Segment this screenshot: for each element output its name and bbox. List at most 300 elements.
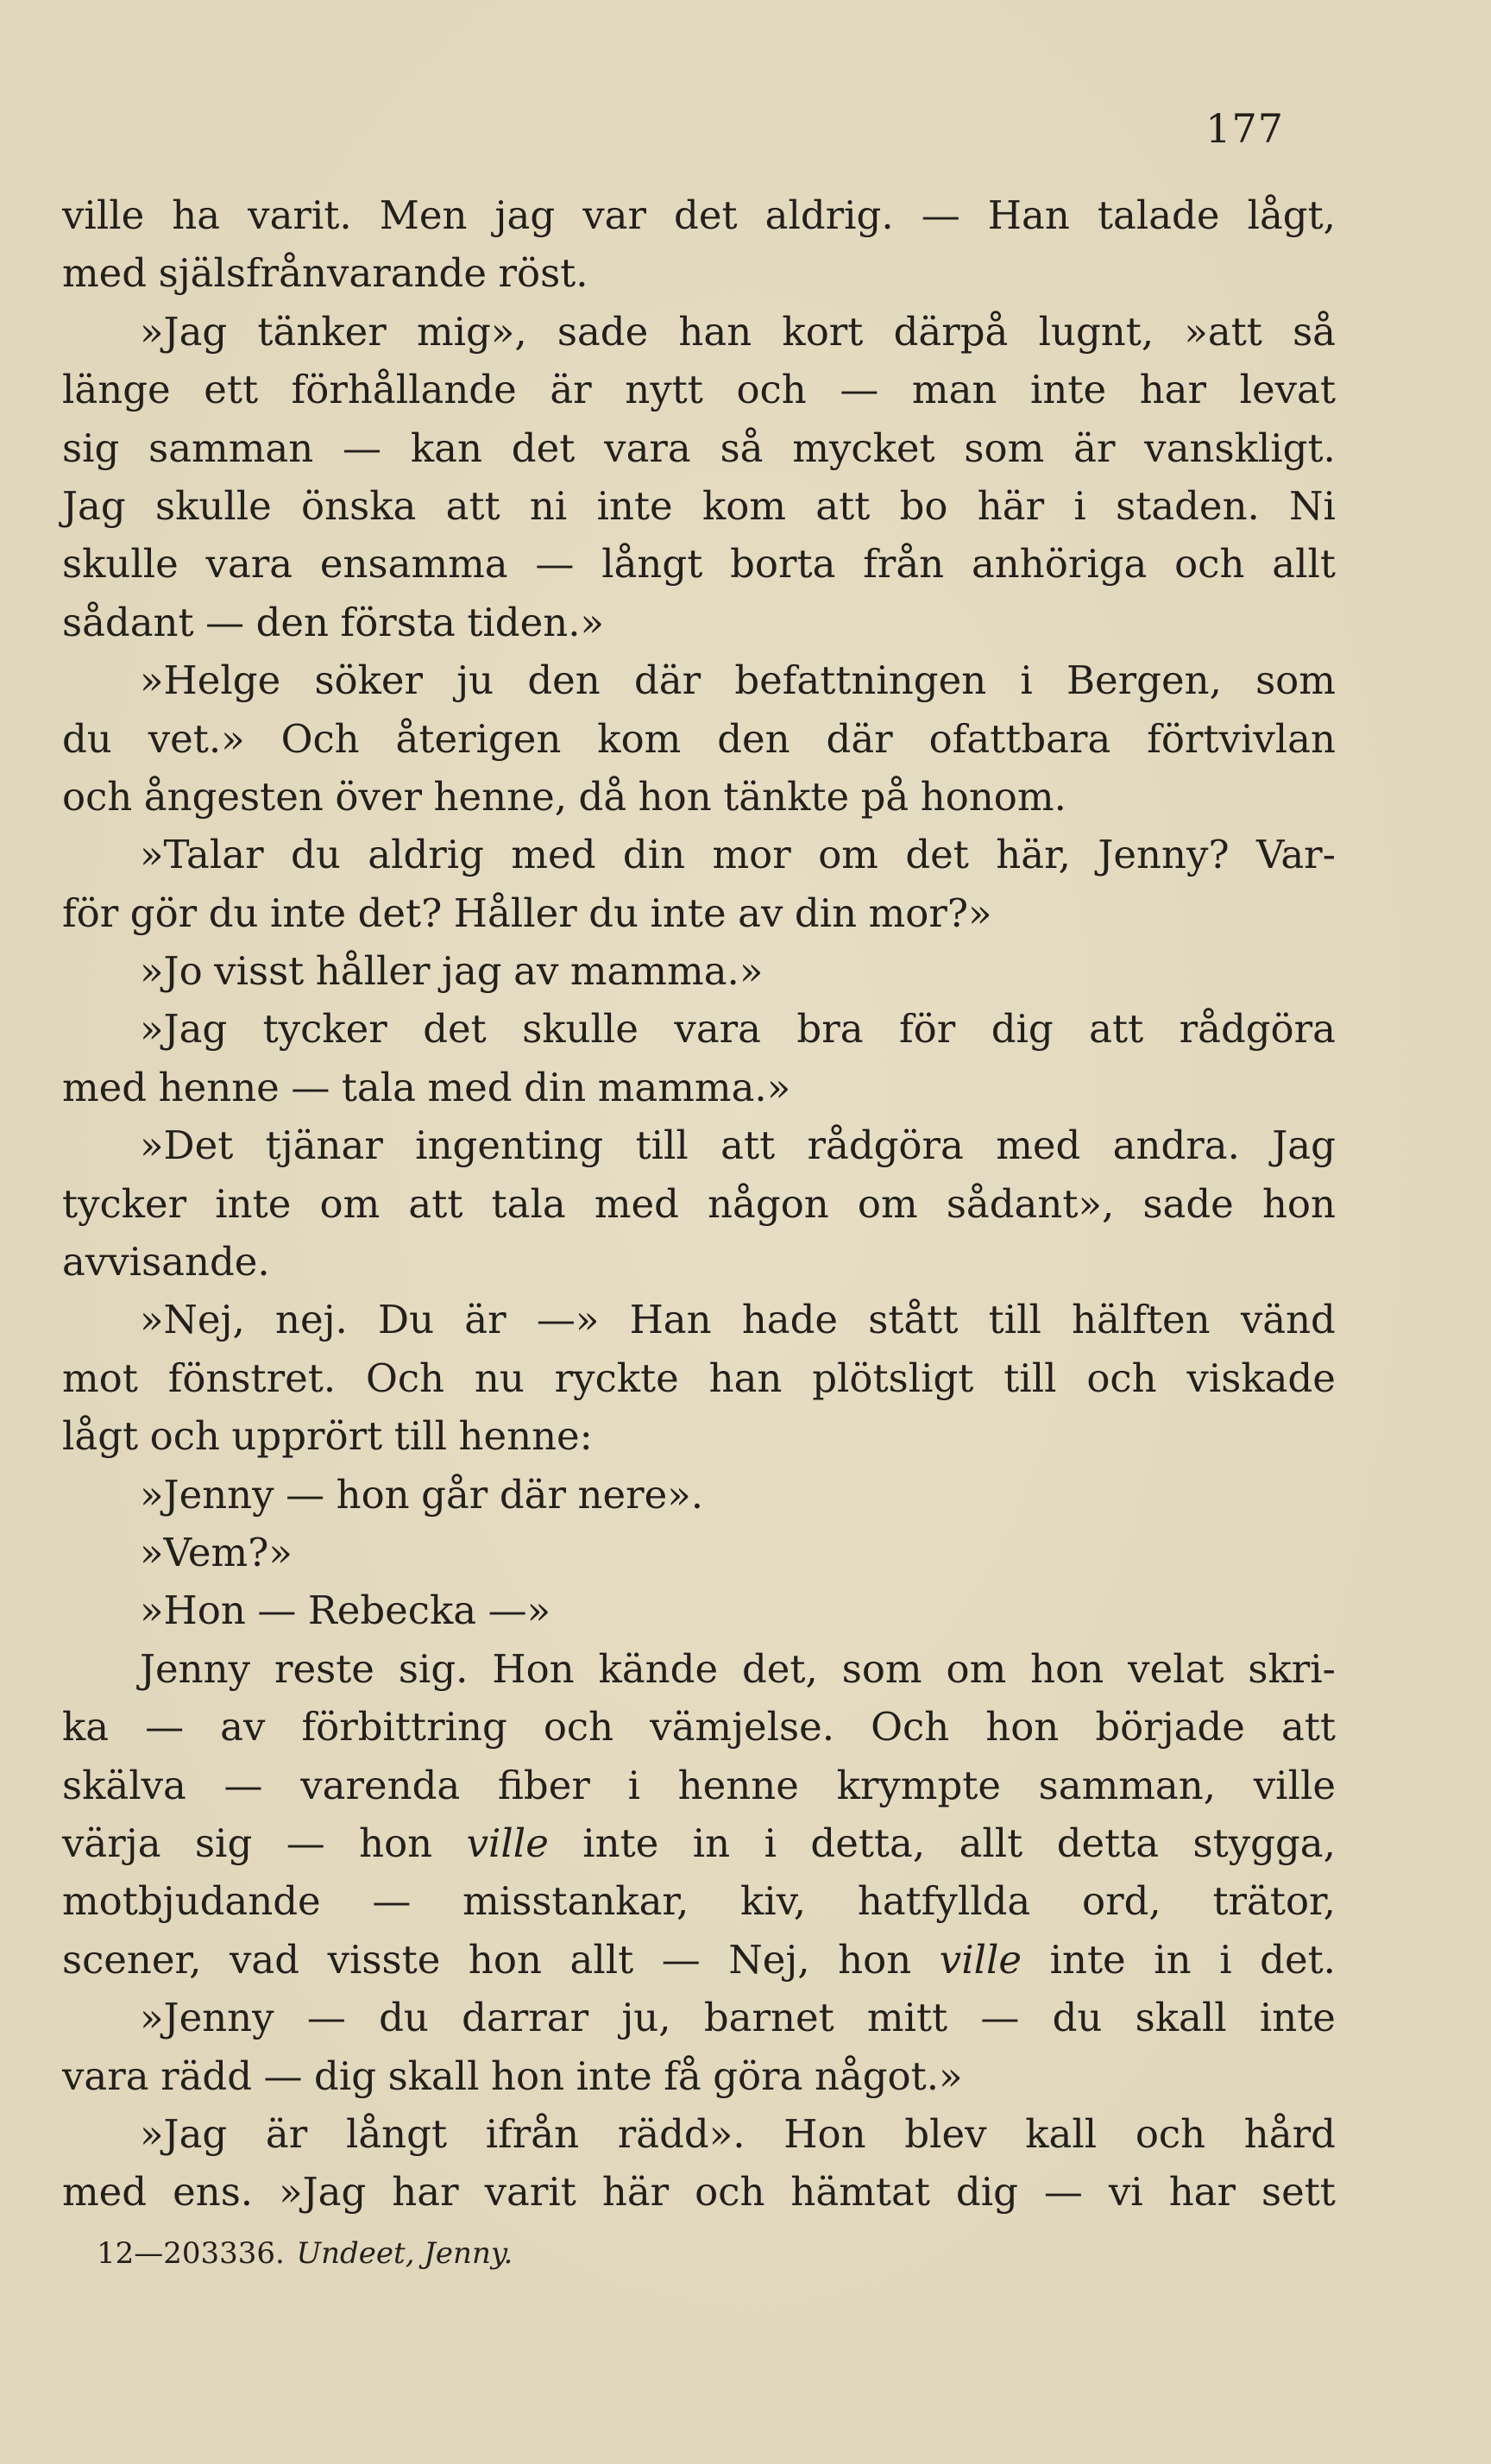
word: du [379, 1995, 429, 2041]
word: blev [904, 2110, 987, 2157]
word: tala [341, 1064, 416, 1110]
word: barnet [703, 1995, 834, 2041]
printer-signature [97, 2236, 513, 2271]
word: tänkte [723, 773, 850, 820]
word: upprört [231, 1413, 383, 1460]
word: ville [939, 1936, 1022, 1983]
word: skulle [522, 1006, 639, 1053]
word: har [1139, 367, 1207, 413]
word: Jenny [140, 1645, 251, 1692]
word: rädd». [617, 2110, 746, 2157]
word: tjänar [265, 1122, 383, 1169]
word: sade [1142, 1180, 1234, 1227]
word: »Hon [140, 1587, 246, 1634]
word: han [708, 1355, 783, 1401]
word: kort [782, 308, 864, 355]
word: skulle [154, 482, 272, 529]
word: inte [269, 889, 347, 936]
word: från [863, 541, 945, 588]
word: varit. [248, 192, 352, 238]
signature-title: Undeet, Jenny. [296, 2236, 513, 2271]
word: »Det [140, 1122, 234, 1169]
text-line [62, 1757, 1336, 1814]
text-line [62, 826, 1336, 883]
word: vara [604, 424, 691, 471]
word: talade [1097, 192, 1220, 238]
page-number: 177 [1205, 105, 1284, 152]
text-line [62, 1524, 1336, 1581]
word: i [627, 1762, 640, 1808]
word: till [635, 1122, 689, 1169]
word: ville [1253, 1762, 1336, 1808]
word: hälften [1072, 1297, 1211, 1343]
body-text [62, 186, 1336, 2222]
word: henne, [433, 773, 568, 820]
text-line [62, 535, 1336, 593]
word: och [1135, 2110, 1206, 2157]
word: ha [172, 192, 221, 238]
word: att [1089, 1006, 1144, 1053]
word: lågt, [1247, 192, 1336, 238]
word: — [1043, 2169, 1083, 2216]
word: hade [741, 1297, 839, 1343]
word: söker [314, 657, 424, 704]
text-line [62, 477, 1336, 535]
word: bo [899, 482, 948, 529]
word: önska [301, 482, 417, 529]
word: har [392, 2169, 459, 2216]
word: som [964, 424, 1045, 471]
word: som [841, 1645, 922, 1692]
word: Jenny? [1098, 832, 1230, 878]
word: visste [327, 1936, 441, 1983]
text-line [62, 1000, 1336, 1058]
word: för [62, 889, 119, 936]
word: — [286, 1820, 325, 1866]
word: som [1255, 657, 1336, 704]
word: trätor, [1212, 1878, 1336, 1925]
word: befattningen [734, 657, 987, 704]
word: skälva [62, 1762, 186, 1808]
text-line [62, 1116, 1336, 1174]
word: då [578, 773, 627, 820]
word: Du [378, 1297, 435, 1343]
word: är [265, 2110, 308, 2157]
word: förbittring [301, 1704, 507, 1751]
word: gör [129, 889, 198, 936]
word: ka [62, 1704, 110, 1751]
word: in [692, 1820, 731, 1866]
word: nere». [577, 1471, 704, 1518]
word: »Talar [140, 832, 264, 878]
word: ens. [173, 2169, 254, 2216]
word: för [899, 1006, 956, 1053]
word: rådgöra [807, 1122, 964, 1169]
word: din [794, 889, 858, 936]
word: med [62, 2169, 148, 2216]
word: fiber [497, 1762, 590, 1808]
word: krympte [836, 1762, 1001, 1808]
word: Håller [453, 889, 577, 936]
word: mor?» [868, 889, 992, 936]
word: Rebecka [307, 1587, 477, 1634]
word: Och [280, 715, 360, 762]
word: med [594, 1180, 679, 1227]
text-line [62, 884, 1336, 942]
word: — [372, 1878, 412, 1925]
word: av [738, 889, 783, 936]
word: Var- [1255, 832, 1336, 878]
text-line [62, 186, 1336, 244]
word: vara [62, 2052, 149, 2099]
word: dig [991, 1006, 1054, 1053]
word: fönstret. [167, 1355, 337, 1401]
word: om [818, 832, 878, 878]
word: din [622, 832, 686, 878]
word: allt [1272, 541, 1336, 588]
word: inte [576, 2052, 652, 2099]
word: och [62, 773, 133, 820]
word: långt [345, 2110, 448, 2157]
word: sig [62, 424, 120, 471]
word: scener, [62, 1936, 202, 1983]
word: vi [1108, 2169, 1143, 2216]
text-line [62, 1233, 1336, 1291]
text-line [62, 1466, 1336, 1524]
word: vara [205, 541, 293, 588]
word: vanskligt. [1144, 424, 1336, 471]
word: hon [638, 773, 712, 820]
word: borta [730, 541, 836, 588]
word: — [980, 1995, 1020, 2041]
word: inte [215, 1180, 292, 1227]
word: värja [62, 1820, 161, 1866]
word: där [633, 657, 701, 704]
word: reste [274, 1645, 374, 1692]
word: »Jo [140, 948, 203, 995]
word: det [423, 1006, 487, 1053]
word: dig [955, 2169, 1018, 2216]
word: inte [1049, 1936, 1126, 1983]
word: ju [456, 657, 494, 704]
word: i [1219, 1936, 1232, 1983]
word: »Vem?» [140, 1529, 293, 1575]
word: och [736, 367, 807, 413]
word: hon [336, 1471, 410, 1518]
signature-number: 12—203336. [97, 2236, 285, 2271]
text-line [62, 710, 1336, 768]
word: Han [987, 192, 1070, 238]
word: Jag [62, 482, 126, 529]
word: går [421, 1471, 488, 1518]
word: vad [229, 1936, 300, 1983]
text-line [62, 1989, 1336, 2046]
word: lågt [62, 1413, 139, 1460]
word: din [524, 1064, 587, 1110]
word: där [826, 715, 893, 762]
word: sådant [62, 599, 194, 645]
word: ville [62, 192, 145, 238]
word: sett [1261, 2169, 1336, 2216]
word: Han [629, 1297, 712, 1343]
word: det. [1260, 1936, 1336, 1983]
word: mamma.» [597, 1064, 791, 1110]
word: du [1052, 1995, 1103, 2041]
word: avvisande. [62, 1239, 270, 1285]
word: detta [1056, 1820, 1160, 1866]
word: den [717, 715, 790, 762]
word: henne [677, 1762, 799, 1808]
word: allt [569, 1936, 634, 1983]
word: jag [442, 948, 502, 995]
word: tycker [62, 1180, 187, 1227]
word: bra [796, 1006, 864, 1053]
word: Och [871, 1704, 950, 1751]
word: har [1168, 2169, 1236, 2216]
word: rädd [160, 2052, 253, 2099]
word: Nej, [728, 1936, 810, 1983]
word: viskade [1186, 1355, 1336, 1401]
word: nej. [274, 1297, 348, 1343]
word: någon [708, 1180, 829, 1227]
word: nytt [625, 367, 703, 413]
word: i [1020, 657, 1033, 704]
word: honom. [920, 773, 1066, 820]
word: — [291, 1064, 330, 1110]
word: kall [1025, 2110, 1098, 2157]
word: och [695, 2169, 765, 2216]
word: därpå [893, 308, 1009, 355]
text-line [62, 1931, 1336, 1989]
word: till [393, 1413, 447, 1460]
word: — [263, 2052, 303, 2099]
word: det? [357, 889, 443, 936]
text-line [62, 419, 1336, 477]
word: att [1280, 1704, 1336, 1751]
word: där [499, 1471, 566, 1518]
word: »Jenny [140, 1995, 274, 2041]
word: röst. [498, 250, 588, 297]
word: inte [1030, 367, 1107, 413]
word: »Jag [140, 1006, 228, 1053]
word: sade [557, 308, 649, 355]
word: — [286, 1471, 325, 1518]
word: kände [598, 1645, 719, 1692]
word: — [205, 599, 245, 645]
word: jag [494, 192, 556, 238]
word: — [661, 1936, 701, 1983]
word: här, [996, 832, 1071, 878]
word: få [664, 2052, 701, 2099]
word: att [815, 482, 871, 529]
word: ju, [621, 1995, 671, 2041]
word: andra. [1112, 1122, 1240, 1169]
word: du [291, 832, 341, 878]
word: Bergen, [1066, 657, 1222, 704]
word: i [764, 1820, 777, 1866]
word: ni [529, 482, 568, 529]
word: Hon [783, 2110, 866, 2157]
text-line [62, 1581, 1336, 1639]
word: stygga, [1192, 1820, 1336, 1866]
word: och [1086, 1355, 1157, 1401]
word: tänker [257, 308, 387, 355]
word: hon [491, 2052, 565, 2099]
word: vara [674, 1006, 761, 1053]
word: samman [148, 424, 314, 471]
word: tycker [262, 1006, 387, 1053]
text-line [62, 1407, 1336, 1465]
word: »Jenny [140, 1471, 274, 1518]
word: motbjudande [62, 1878, 321, 1925]
word: detta, [810, 1820, 926, 1866]
word: över [335, 773, 422, 820]
word: återigen [395, 715, 562, 762]
word: den [527, 657, 601, 704]
word: hon [838, 1936, 912, 1983]
word: kom [701, 482, 786, 529]
word: göra [713, 2052, 803, 2099]
word: du [588, 889, 639, 936]
word: henne: [458, 1413, 593, 1460]
word: sig [194, 1820, 253, 1866]
word: — [306, 1995, 346, 2041]
text-line [62, 651, 1336, 709]
text-line [62, 1814, 1336, 1872]
word: ensamma [319, 541, 508, 588]
word: inte [1259, 1995, 1336, 2041]
word: den [255, 599, 330, 645]
word: ofattbara [928, 715, 1111, 762]
word: du [62, 715, 112, 762]
word: Hon [492, 1645, 575, 1692]
word: så [1293, 308, 1336, 355]
word: »att [1184, 308, 1262, 355]
text-line [62, 244, 1336, 302]
word: vämjelse. [650, 1704, 835, 1751]
word: man [911, 367, 997, 413]
word: håller [315, 948, 431, 995]
word: aldrig [368, 832, 484, 878]
word: är [550, 367, 592, 413]
word: anhöriga [971, 541, 1148, 588]
word: lugnt, [1038, 308, 1154, 355]
word: länge [62, 367, 171, 413]
word: och [149, 1413, 220, 1460]
word: tiden.» [467, 599, 605, 645]
word: darrar [462, 1995, 589, 2041]
word: plötsligt [812, 1355, 974, 1401]
word: samman, [1038, 1762, 1217, 1808]
word: av [220, 1704, 266, 1751]
word: förtvivlan [1147, 715, 1336, 762]
word: tala [491, 1180, 566, 1227]
word: ingenting [415, 1122, 604, 1169]
word: misstankar, [462, 1878, 689, 1925]
word: ångesten [143, 773, 324, 820]
word: här [977, 482, 1045, 529]
word: om [857, 1180, 918, 1227]
text-line [62, 2163, 1336, 2221]
word: »Jag [279, 2169, 367, 2216]
word: hon [359, 1820, 433, 1866]
word: första [340, 599, 456, 645]
word: om [946, 1645, 1007, 1692]
word: det [905, 832, 969, 878]
word: Och [365, 1355, 445, 1401]
word: så [720, 424, 764, 471]
word: »Helge [140, 657, 281, 704]
word: — [343, 424, 382, 471]
word: hård [1243, 2110, 1336, 2157]
word: och [1174, 541, 1245, 588]
word: visst [214, 948, 305, 995]
word: hämtat [790, 2169, 930, 2216]
word: hatfyllda [857, 1878, 1031, 1925]
word: kiv, [740, 1878, 807, 1925]
word: Ni [1289, 482, 1336, 529]
text-line [62, 942, 1336, 1000]
word: — [840, 367, 879, 413]
word: in [1154, 1936, 1192, 1983]
word: —» [536, 1297, 600, 1343]
word: skall [387, 2052, 480, 2099]
word: mot [62, 1355, 138, 1401]
word: själsfrånvarande [158, 250, 487, 297]
word: med [62, 1064, 148, 1110]
word: förhållande [291, 367, 517, 413]
word: ryckte [554, 1355, 679, 1401]
word: att [408, 1180, 463, 1227]
word: Men [379, 192, 468, 238]
text-line [62, 361, 1336, 418]
word: med [511, 832, 596, 878]
word: — [535, 541, 575, 588]
word: i [1073, 482, 1086, 529]
word: sådant», [946, 1180, 1115, 1227]
word: aldrig. [764, 192, 894, 238]
text-line [62, 1872, 1336, 1930]
word: ett [204, 367, 259, 413]
word: »Jag [140, 2110, 228, 2157]
text-line [62, 1349, 1336, 1407]
word: var [582, 192, 646, 238]
text-line [62, 2105, 1336, 2163]
word: är [464, 1297, 506, 1343]
word: här [601, 2169, 670, 2216]
word: nu [474, 1355, 525, 1401]
word: skulle [62, 541, 179, 588]
word: om [319, 1180, 381, 1227]
word: mamma.» [569, 948, 764, 995]
word: —» [488, 1587, 551, 1634]
word: henne [158, 1064, 280, 1110]
word: — [145, 1704, 185, 1751]
word: något.» [814, 2052, 963, 2099]
word: hon [985, 1704, 1060, 1751]
word: hon [468, 1936, 542, 1983]
word: ifrån [485, 2110, 580, 2157]
word: mig», [416, 308, 527, 355]
word: skri- [1248, 1645, 1336, 1692]
word: han [678, 308, 752, 355]
word: hon [1261, 1180, 1336, 1227]
word: är [1073, 424, 1116, 471]
word: mycket [792, 424, 935, 471]
word: varenda [300, 1762, 461, 1808]
word: hon [1030, 1645, 1104, 1692]
text-line [62, 1640, 1336, 1698]
